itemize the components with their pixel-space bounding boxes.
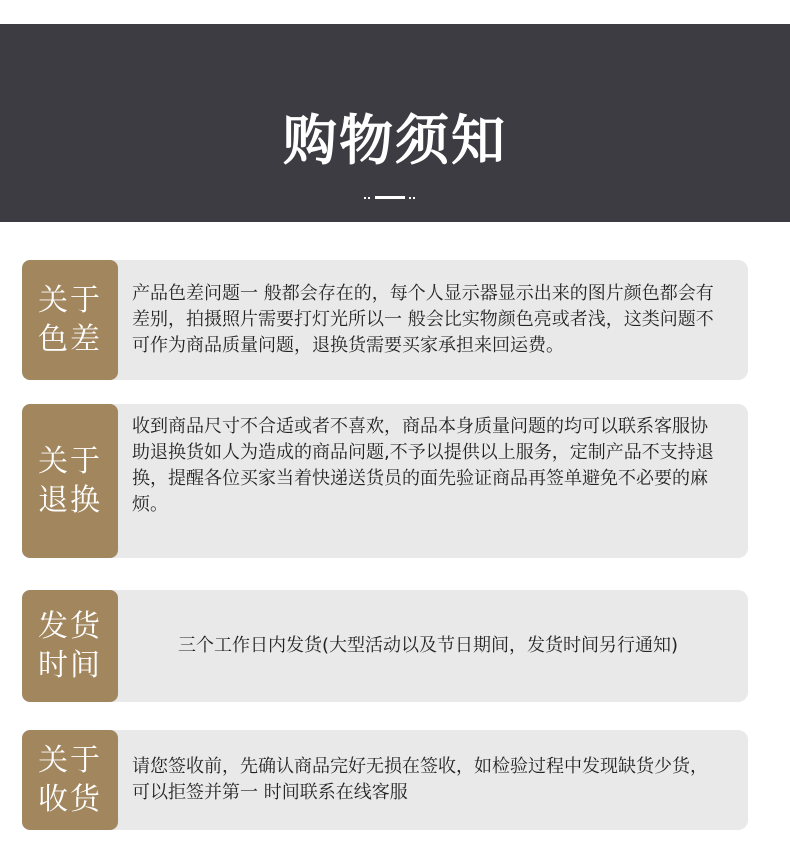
title-divider: [362, 196, 418, 200]
notice-tag: [22, 590, 118, 702]
notice-card-returns: [22, 404, 748, 558]
page-title: 购物须知: [283, 109, 507, 172]
header-banner: [0, 24, 790, 222]
notice-tag: [22, 260, 118, 380]
notice-text: 收到商品尺寸不合适或者不喜欢，商品本身质量问题的均可以联系客服协助退换货如人为造成的商品问题,不予以提供以上服务，定制产品不支持退换，提醒各位买家当着快递送货员的面先验证商品再签单避免不必要的麻烦。: [132, 416, 714, 515]
notice-tag: [22, 404, 118, 558]
tag-line-1: 关于: [38, 283, 102, 318]
tag-line-1: 发货: [38, 609, 102, 644]
notice-text: 三个工作日内发货(大型活动以及节日期间，发货时间另行通知): [177, 635, 679, 656]
notice-text: 产品色差问题一 般都会存在的，每个人显示器显示出来的图片颜色都会有差别，拍摄照片需要打灯光所以一 般会比实物颜色亮或者浅，这类问题不可作为商品质量问题，退换货需要买家承担来回运费。: [132, 283, 714, 356]
tag-line-1: 关于: [38, 444, 102, 479]
tag-line-2: 色差: [38, 322, 102, 357]
notice-text: 请您签收前，先确认商品完好无损在签收，如检验过程中发现缺货少货，可以拒签并第一 时间联系在线客服: [132, 756, 708, 803]
tag-line-2: 退换: [38, 483, 102, 518]
tag-line-1: 关于: [38, 743, 102, 778]
tag-line-2: 时间: [38, 648, 102, 683]
notice-card-receiving: [22, 730, 748, 830]
notice-card-color-difference: [22, 260, 748, 380]
notice-card-shipping-time: [22, 590, 748, 702]
notice-tag: [22, 730, 118, 830]
tag-line-2: 收货: [38, 782, 102, 817]
